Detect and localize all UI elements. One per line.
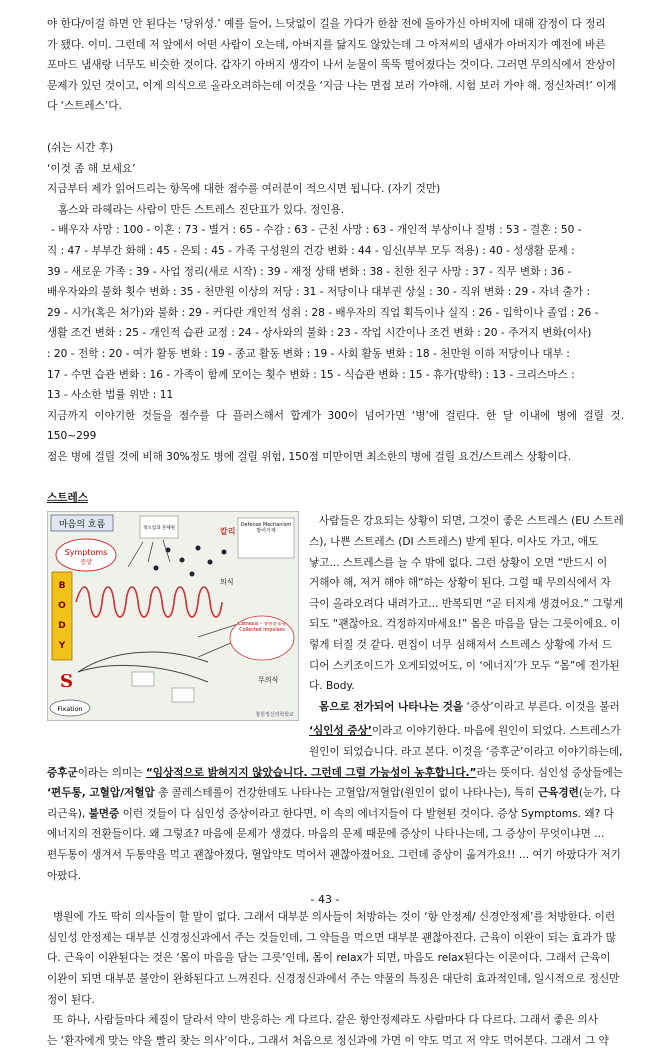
stress-list-line: - 배우자 사망 : 100 - 이혼 : 73 - 별거 : 65 - 수감 : 63 - 근친 사망 : 63 - 개인적 부상이나 질병 : 53 - 결혼 : 50 - bbox=[51, 224, 582, 237]
stress-line: 되도 “괜찮아요. 걱정하지마세요!” 몸은 마음을 담는 그릇이에요. 이 bbox=[309, 618, 621, 631]
stress-line: 낳고... 스트레스를 늘 수 밖에 없다. 그런 상황이 오면 “반드시 이 bbox=[309, 556, 608, 569]
body-letter: O bbox=[58, 601, 66, 612]
syndrome-line bbox=[47, 783, 624, 804]
intro-line: 야 한다/이걸 하면 안 된다는 ‘당위성.’ 예를 들어, 느닷없이 길을 가다가 한참 전에 돌아가신 아버지에 대해 감정이 다 정리 bbox=[47, 18, 606, 30]
page-number: - 43 - bbox=[310, 893, 340, 906]
intro-line: 포마드 냄새랑 너무도 비슷한 것이다. 갑자기 아버지 생각이 나서 눈물이 뚝뚝 떨어졌다는 것이다. 그러면 무의식에서 잔상이 bbox=[47, 59, 616, 72]
stress-line bbox=[47, 721, 624, 742]
stress-line bbox=[309, 697, 624, 718]
particle-dot bbox=[180, 558, 185, 563]
symptoms-sub-label: 증상 bbox=[80, 559, 92, 567]
closing-line: 정이 된다. bbox=[47, 993, 95, 1006]
section-heading: 스트레스 bbox=[47, 492, 88, 505]
stress-text: ‘증상’이라고 부른다. 이것을 불러 bbox=[463, 700, 620, 713]
particle-dot bbox=[222, 550, 227, 555]
stress-line: 다. Body. bbox=[309, 680, 355, 693]
particle-dot bbox=[154, 566, 159, 571]
particle-dot bbox=[196, 546, 201, 551]
symptom-term: 불면증 bbox=[88, 807, 120, 820]
top-box-label: 정오업과 본체원 bbox=[143, 526, 175, 532]
stress-text: 리근육), bbox=[47, 807, 89, 820]
stress-line: 원인이 되었습니다. 라고 본다. 이것을 ‘증후군’이라고 이야기하는데, bbox=[309, 746, 623, 759]
stress-text: 라는 뜻이다. 심인성 증상들에는 bbox=[476, 766, 623, 779]
defense-label: Defense Mechanism 방어기제 bbox=[240, 522, 292, 535]
score-summary-line: 지금까지 이야기한 것들을 점수를 다 플러스해서 합계가 300이 넘어가면 ‘병’에 걸린다. 한 달 이내에 병에 걸릴 것. 150~299 bbox=[47, 409, 624, 443]
mind-flow-diagram bbox=[47, 511, 299, 721]
intro-line: 문제가 있던 것이고, 이게 의식으로 올라오려하는데 이것을 ‘지금 나는 면접 보러 가야해. 시험 보러 가야 해. 정신차려!’ 이게 bbox=[47, 79, 617, 92]
stress-list-line: : 20 - 전학 : 20 - 여가 활동 변화 : 19 - 종교 활동 변화 : 19 - 사회 활동 변화 : 18 - 천만원 이하 저당이나 대부 : bbox=[47, 347, 570, 360]
closing-line: 는 ‘환자에게 맞는 약을 빨리 찾는 의사’이다., 그래서 처음으로 정신과에 가면 이 약도 먹고 저 약도 먹어본다. 그래서 그 약 bbox=[47, 1034, 609, 1047]
stress-line: 디어 스키조이드가 오게되었어도, 이 ‘에너지’가 모두 “몸”에 전가된 bbox=[309, 659, 620, 672]
score-summary-line: 점은 병에 걸릴 것에 비해 30%정도 병에 걸릴 위험, 150점 미만이면 최소한의 병에 걸릴 요건/스트레스 상황이다. bbox=[47, 450, 572, 463]
defense-label-wrap bbox=[240, 522, 292, 556]
symptom-term: ‘편두통, 고혈압/저혈압 bbox=[47, 787, 155, 800]
small-box bbox=[172, 688, 194, 702]
cathexis-label: Cathexis - 생명충동들 Collected Impulses bbox=[237, 622, 287, 634]
stress-text: 이라고 이야기한다. 마음에 원인이 되었다. 스트레스가 bbox=[371, 725, 621, 738]
syndrome-line: 편두통이 생겨서 두통약을 먹고 괜찮아졌다, 혈압약도 먹어서 괜찮아졌어요. 그런데 증상이 옮겨가요!! ... 여기 아팠다가 저기 bbox=[47, 849, 621, 862]
body-transfer-term: 몸으로 전가되어 나타나는 것을 bbox=[319, 700, 464, 713]
diagram-svg bbox=[48, 512, 298, 720]
figure-source: 창원정신의학학교 bbox=[255, 712, 294, 719]
small-box bbox=[132, 672, 154, 686]
stress-line: 극이 올라오려다 내려가고... 반복되면 “곧 터지게 생겼어요.” 그렇게 bbox=[309, 597, 624, 610]
figure-and-text bbox=[47, 511, 624, 721]
stress-line: 렇게 터질 것 같다. 편집이 너무 심해져서 스트레스 상황에 가서 드 bbox=[309, 639, 613, 652]
spacer bbox=[47, 467, 624, 481]
cathexis-label-wrap bbox=[234, 622, 290, 656]
stress-text: 이런 것들이 다 심인성 증상이라고 한다면, 이 속의 에너지들이 다 발현된 것이다. 증상 Symptoms. 왜? 다 bbox=[119, 807, 614, 820]
spacer bbox=[47, 117, 624, 138]
closing-line: 또 하나, 사람들마다 체질이 달라서 약이 반응하는 게 다르다. 같은 항안정제라도 사람마다 다 다르다. 그래서 좋은 의사 bbox=[53, 1014, 598, 1027]
stress-list-line: 17 - 수면 습관 변화 : 16 - 가족이 함께 모이는 횟수 변화 : 15 - 식습관 변화 : 15 - 휴가(방학) : 13 - 크리스마스 : bbox=[47, 368, 575, 381]
psychosomatic-term: ‘심인성 증상’ bbox=[309, 725, 372, 738]
stress-list-line: 29 - 시가(혹은 처가)와 불화 : 29 - 커다란 개인적 성취 : 28 - 배우자의 직업 획득이나 실직 : 26 - 입학이나 졸업 : 26 - bbox=[47, 306, 599, 319]
symptom-term: 근육경련 bbox=[537, 787, 579, 800]
syndrome-line: 아팠다. bbox=[47, 869, 82, 882]
stress-list-line: 생활 조건 변화 : 25 - 개인적 습관 교정 : 24 - 상사와의 불화 : 23 - 작업 시간이나 조건 변화 : 20 - 주거지 변화(이사) bbox=[47, 327, 592, 340]
stress-list-line: 39 - 새로운 가족 : 39 - 사업 정리(새로 시작) : 39 - 재정 상태 변화 : 38 - 친한 친구 사망 : 37 - 직무 변화 : 36 - bbox=[47, 265, 572, 278]
body-letter: D bbox=[58, 621, 66, 632]
stress-text: 이라는 의미는 bbox=[77, 766, 146, 779]
syndrome-line bbox=[47, 763, 624, 784]
closing-line: 다. 근육이 이완된다는 것은 ‘몸이 마음을 담는 그릇’인데, 몸이 relax가 되면, 마음도 relax된다는 이론이다. 그래서 근육이 bbox=[47, 952, 611, 965]
uisik-label: 의식 bbox=[220, 578, 234, 587]
closing-line: 병원에 가도 딱히 의사들이 할 말이 없다. 그래서 대부분 의사들이 처방하는 것이 ‘항 안정제/ 신경안정제’를 처방한다. 이런 bbox=[53, 911, 616, 924]
muuisik-label: 무의식 bbox=[258, 676, 279, 685]
s-letter: S bbox=[60, 671, 73, 693]
particle-dot bbox=[208, 560, 213, 565]
intro-line: 가 됐다. 이미. 그런데 저 앞에서 어떤 사람이 오는데, 아버지를 닮지도 않았는데 그 아저씨의 냄새가 아버지가 예전에 바른 bbox=[47, 38, 606, 51]
syndrome-term: 증후군 bbox=[47, 766, 78, 779]
symptoms-label: Symptoms bbox=[64, 548, 108, 558]
syndrome-line bbox=[47, 804, 624, 825]
body-letter: Y bbox=[58, 641, 66, 652]
fixation-label: Fixation bbox=[57, 705, 83, 714]
intro-line: 다 ‘스트레스’다. bbox=[47, 100, 122, 113]
rest-quote: ‘이것 좀 해 보세요’ bbox=[47, 162, 136, 175]
stress-body-text bbox=[309, 511, 624, 717]
stress-list-line: 13 - 사소한 법률 위반 : 11 bbox=[47, 389, 174, 402]
stress-text: 총 콜레스테롤이 건강한데도 나타나는 고혈압/저혈압(원인이 없이 나타나는), 특히 bbox=[154, 787, 538, 800]
kalri-label: 칼리 bbox=[220, 527, 236, 537]
stress-list-line: 직 : 47 - 부부간 화해 : 45 - 은퇴 : 45 - 가족 구성원의 건강 변화 : 44 - 임신(부부 모두 적용) : 40 - 성생활 문제 : bbox=[47, 244, 575, 257]
stress-line: 사람들은 강요되는 상황이 되면, 그것이 좋은 스트레스 (EU 스트레 bbox=[319, 515, 624, 528]
stress-line: 스), 나쁜 스트레스 (DI 스트레스) 받게 된다. 이사도 가고, 애도 bbox=[309, 536, 599, 549]
closing-line: 심인성 안정제는 대부분 신경정신과에서 주는 것들인데, 그 약들을 먹으면 대부분 괜찮아진다. 근육이 이완이 되는 효과가 많 bbox=[47, 931, 616, 944]
closing-line: 이완이 되면 대부분 불안이 완화된다고 느껴진다. 신경정신과에서 주는 약물의 특징은 대단히 효과적인데, 일시적으로 정신만 bbox=[47, 973, 620, 985]
particle-dot bbox=[190, 572, 195, 577]
rest-intro: 홈스와 라헤라는 사람이 만든 스트레스 진단표가 있다. 정인용. bbox=[58, 203, 345, 216]
body-letter: B bbox=[58, 581, 66, 592]
syndrome-definition: “임상적으로 밝혀지지 않았습니다. 그런데 그럴 가능성이 농후합니다.” bbox=[145, 766, 477, 779]
stress-text: (눈가, 다 bbox=[578, 787, 621, 800]
rest-instruction: 지금부터 제가 읽어드리는 항목에 대한 점수를 여러분이 적으시면 됩니다. (자기 것만) bbox=[47, 183, 441, 196]
syndrome-line: 에너지의 전환들이다. 왜 그렇죠? 마음에 문제가 생겼다. 마음의 문제 때문에 증상이 나타나는데, 그 증상이 무엇이냐면 ... bbox=[47, 828, 605, 841]
rest-note: (쉬는 시간 후) bbox=[47, 141, 114, 154]
stress-line: 거해야 해, 저거 해야 해”하는 상황이 된다. 그럴 때 무의식에서 자 bbox=[309, 577, 611, 590]
diagram-title: 마음의 흐름 bbox=[58, 520, 106, 531]
stress-list-line: 배우자와의 불화 횟수 변화 : 35 - 천만원 이상의 저당 : 31 - 저당이나 대부권 상실 : 30 - 직위 변화 : 29 - 자녀 출가 : bbox=[47, 286, 591, 299]
